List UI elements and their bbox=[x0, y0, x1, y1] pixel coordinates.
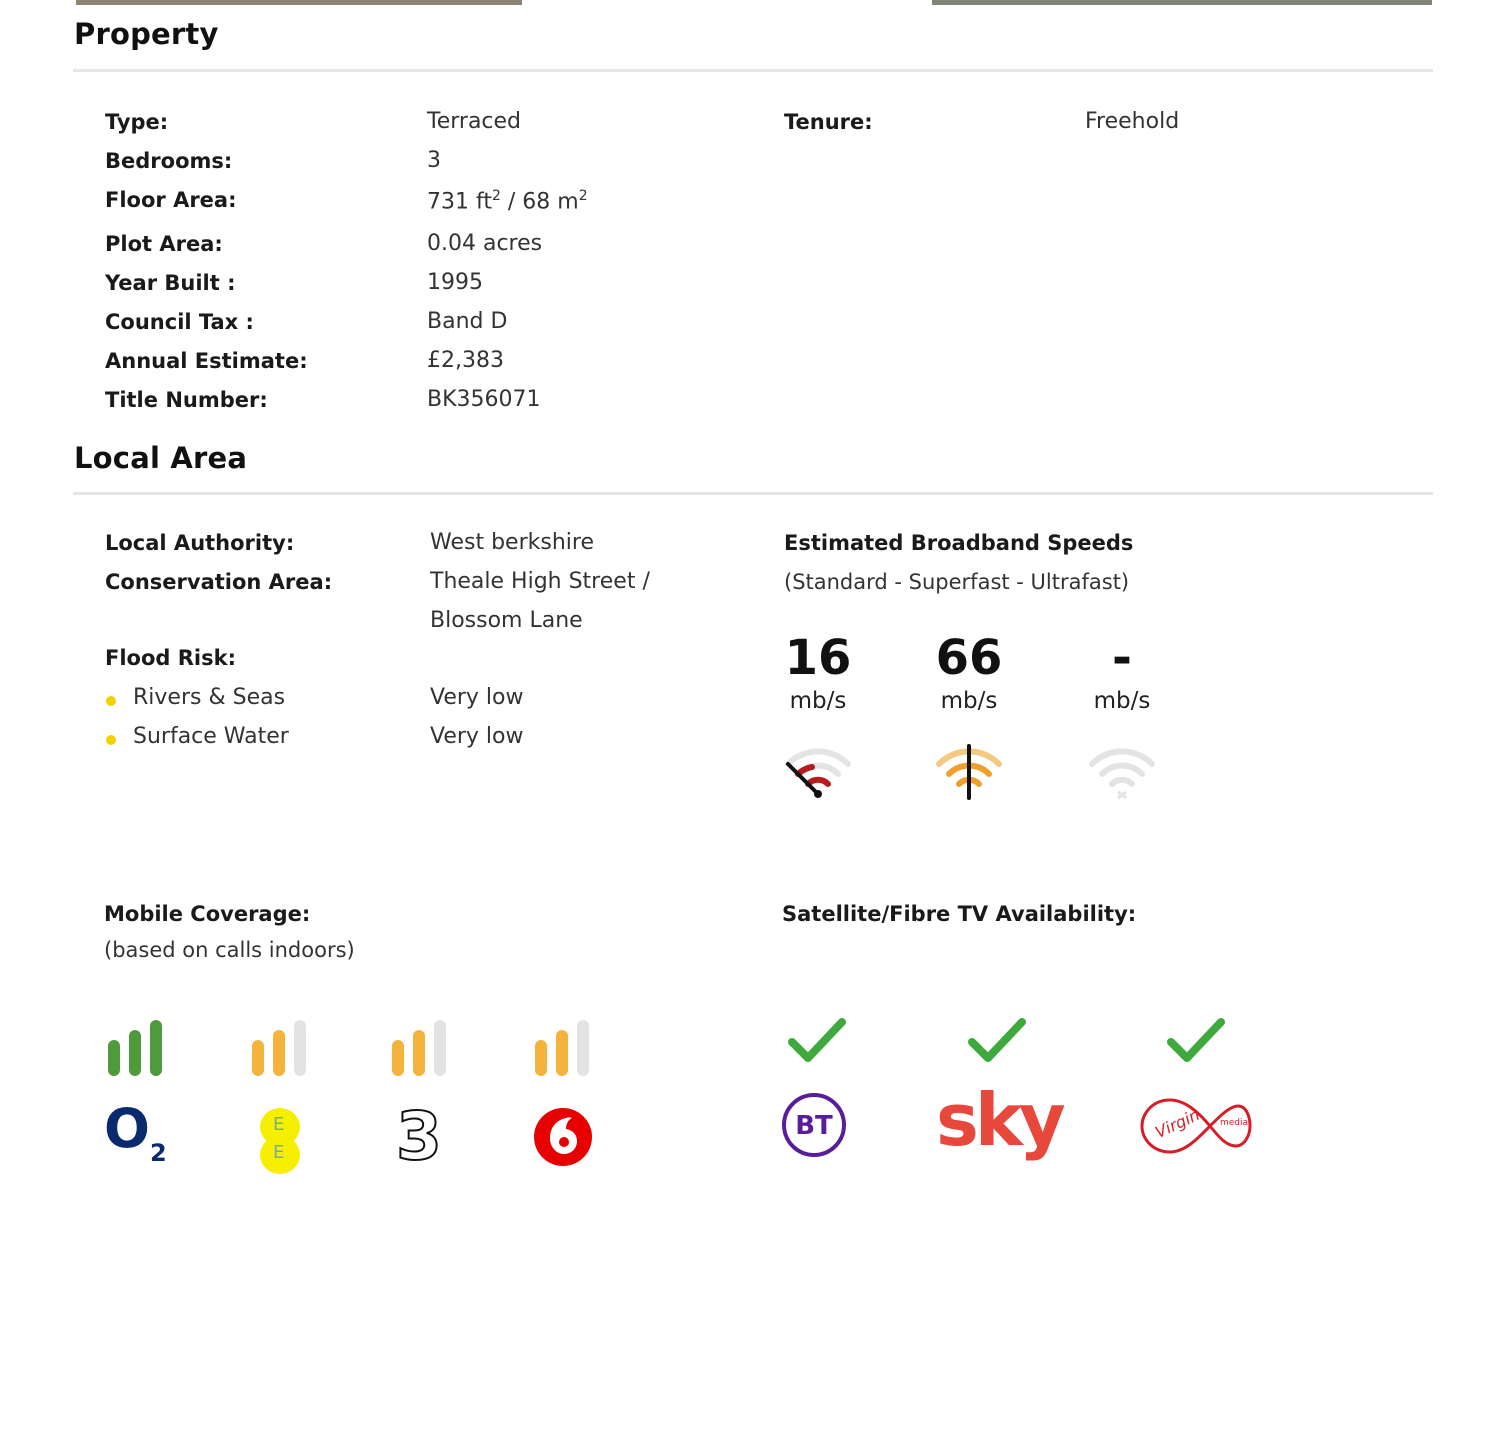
speed-ultrafast-value: - bbox=[1112, 630, 1132, 686]
conservation-area-value-line1: Theale High Street / bbox=[430, 569, 650, 594]
annual-estimate-value: £2,383 bbox=[427, 348, 504, 373]
speed-standard-unit: mb/s bbox=[789, 688, 847, 714]
check-icon bbox=[1167, 1016, 1225, 1064]
floor-area-value: 731 $ft^2 / 68$ $m^2$ bbox=[427, 188, 588, 215]
local-authority-value: West berkshire bbox=[430, 530, 594, 555]
signal-bars-icon bbox=[533, 1018, 593, 1078]
section-title-property: Property bbox=[74, 17, 219, 51]
year-built-label: Year Built : bbox=[105, 271, 236, 295]
ee-logo-icon: E E bbox=[260, 1108, 300, 1174]
council-tax-value: Band D bbox=[427, 309, 508, 334]
tenure-label: Tenure: bbox=[784, 110, 873, 134]
local-area-divider bbox=[73, 492, 1433, 495]
bt-logo-icon: BT bbox=[782, 1093, 846, 1157]
check-icon bbox=[788, 1016, 846, 1064]
flood-bullet-icon bbox=[106, 696, 116, 706]
o2-logo-icon: O 2 bbox=[104, 1097, 167, 1167]
virgin-media-logo-icon: Virgin media bbox=[1140, 1094, 1252, 1158]
speed-superfast-value: 66 bbox=[935, 630, 1003, 686]
speed-superfast-unit: mb/s bbox=[940, 688, 998, 714]
mobile-coverage-subtitle: (based on calls indoors) bbox=[104, 938, 355, 962]
three-logo-icon: 3 bbox=[396, 1098, 442, 1175]
map-photo-strip bbox=[932, 0, 1432, 5]
vodafone-logo-icon bbox=[532, 1106, 594, 1168]
council-tax-label: Council Tax : bbox=[105, 310, 254, 334]
signal-bars-icon bbox=[250, 1018, 310, 1078]
flood-risk-rivers-name: Rivers & Seas bbox=[133, 685, 286, 710]
property-divider bbox=[73, 69, 1433, 72]
title-number-label: Title Number: bbox=[105, 388, 268, 412]
year-built-value: 1995 bbox=[427, 270, 483, 295]
floor-area-label: Floor Area: bbox=[105, 188, 237, 212]
broadband-title: Estimated Broadband Speeds bbox=[784, 531, 1134, 555]
bedrooms-value: 3 bbox=[427, 148, 441, 173]
section-title-local-area: Local Area bbox=[74, 441, 248, 475]
property-photo-strip bbox=[76, 0, 522, 5]
broadband-subtitle: (Standard - Superfast - Ultrafast) bbox=[784, 570, 1130, 594]
sky-logo-icon: sky bbox=[936, 1078, 1062, 1162]
plot-area-label: Plot Area: bbox=[105, 232, 223, 256]
type-value: Terraced bbox=[427, 109, 522, 134]
plot-area-value: 0.04 acres bbox=[427, 231, 543, 256]
type-label: Type: bbox=[105, 110, 169, 134]
local-authority-label: Local Authority: bbox=[105, 531, 295, 555]
flood-bullet-icon bbox=[106, 735, 116, 745]
wifi-gauge-mid-icon bbox=[933, 742, 1005, 802]
speed-ultrafast-unit: mb/s bbox=[1093, 688, 1151, 714]
wifi-gauge-low-icon bbox=[782, 742, 854, 802]
bedrooms-label: Bedrooms: bbox=[105, 149, 233, 173]
flood-risk-label: Flood Risk: bbox=[105, 646, 236, 670]
flood-risk-rivers-value: Very low bbox=[430, 685, 524, 710]
speed-standard-value: 16 bbox=[784, 630, 852, 686]
signal-bars-icon bbox=[106, 1018, 166, 1078]
tenure-value: Freehold bbox=[1085, 109, 1180, 134]
signal-bars-icon bbox=[390, 1018, 450, 1078]
wifi-gauge-none-icon bbox=[1086, 742, 1158, 802]
tv-availability-title: Satellite/Fibre TV Availability: bbox=[782, 902, 1137, 926]
conservation-area-label: Conservation Area: bbox=[105, 570, 333, 594]
title-number-value: BK356071 bbox=[427, 387, 541, 412]
mobile-coverage-title: Mobile Coverage: bbox=[104, 902, 311, 926]
conservation-area-value-line2: Blossom Lane bbox=[430, 608, 583, 633]
check-icon bbox=[968, 1016, 1026, 1064]
flood-risk-surface-value: Very low bbox=[430, 724, 524, 749]
annual-estimate-label: Annual Estimate: bbox=[105, 349, 308, 373]
flood-risk-surface-name: Surface Water bbox=[133, 724, 289, 749]
